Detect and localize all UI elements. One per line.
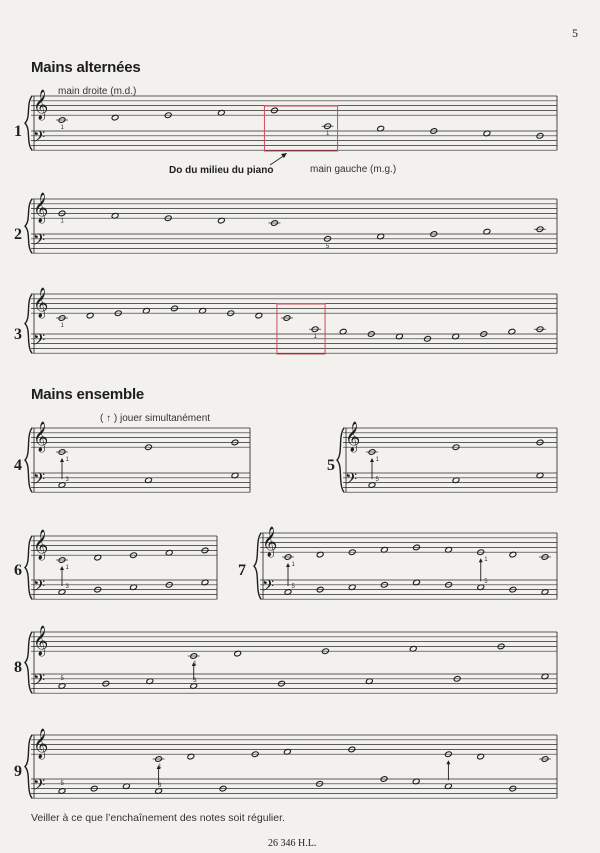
fingering-number: 1 <box>65 565 69 571</box>
fingering-number: 5 <box>60 676 64 682</box>
fingering-number: 3 <box>65 477 69 483</box>
footer-code: 26 346 H.L. <box>268 838 317 849</box>
fingering-number: 5 <box>375 477 379 483</box>
bass-clef-icon: 𝄢 <box>33 671 46 693</box>
fingering-number: 5 <box>60 781 64 787</box>
arrow-head-icon <box>370 458 374 462</box>
fingering-number: 3 <box>158 783 162 789</box>
system-2 <box>14 192 557 253</box>
fingering-number: 1 <box>484 557 488 564</box>
treble-clef-icon: 𝄞 <box>33 530 49 560</box>
fingering-number: 1 <box>193 661 197 667</box>
fingering-number: 1 <box>60 125 64 131</box>
treble-clef-icon: 𝄞 <box>33 288 49 318</box>
brace <box>25 96 32 150</box>
system-number: 7 <box>238 562 246 579</box>
fingering-number: 3 <box>193 678 197 684</box>
bass-clef-icon: 𝄢 <box>262 577 275 599</box>
footer-note: Veiller à ce que l’enchaînement des notes soit régulier. <box>31 812 285 824</box>
treble-clef-icon: 𝄞 <box>262 527 278 557</box>
fingering-number: 1 <box>291 562 295 568</box>
fingering-number: 1 <box>60 323 64 329</box>
bass-clef-icon: 𝄢 <box>345 470 358 492</box>
bass-clef-icon: 𝄢 <box>33 231 46 253</box>
system-number: 9 <box>14 763 22 780</box>
bass-clef-icon: 𝄢 <box>33 776 46 798</box>
system-5 <box>327 421 557 492</box>
arrow-head-icon <box>60 458 64 462</box>
system-8 <box>14 625 557 693</box>
system-number: 3 <box>14 326 22 343</box>
annotation-main-droite: main droite (m.d.) <box>58 86 137 97</box>
fingering-number: 1 <box>158 764 162 770</box>
brace <box>25 536 32 599</box>
system-3 <box>14 287 557 354</box>
treble-clef-icon: 𝄞 <box>345 422 361 452</box>
fingering-number: 1 <box>326 131 330 138</box>
annotation-main-gauche: main gauche (m.g.) <box>310 164 397 175</box>
fingering-number: 5 <box>484 579 488 586</box>
system-7 <box>238 526 557 599</box>
treble-clef-icon: 𝄞 <box>33 90 49 120</box>
system-6 <box>14 529 217 599</box>
treble-clef-icon: 𝄞 <box>33 193 49 223</box>
system-4 <box>14 421 250 492</box>
brace <box>337 428 344 492</box>
bass-clef-icon: 𝄢 <box>33 128 46 150</box>
brace <box>25 632 32 693</box>
system-number: 1 <box>14 123 22 140</box>
fingering-number: 1 <box>60 218 64 225</box>
section-title-alternees: Mains alternées <box>31 59 141 76</box>
fingering-number: 5 <box>291 584 295 590</box>
pointer-line <box>270 155 285 165</box>
bass-clef-icon: 𝄢 <box>33 577 46 599</box>
brace <box>25 199 32 253</box>
page-number: 5 <box>572 26 578 40</box>
bass-clef-icon: 𝄢 <box>33 331 46 353</box>
system-1 <box>14 89 557 151</box>
brace <box>254 533 261 599</box>
fingering-number: 5 <box>326 243 330 250</box>
fingering-number: 1 <box>313 334 317 341</box>
system-number: 8 <box>14 659 22 676</box>
system-number: 4 <box>14 457 22 474</box>
arrow-head-icon <box>286 563 290 567</box>
system-number: 5 <box>327 457 335 474</box>
section-title-ensemble: Mains ensemble <box>31 386 145 403</box>
treble-clef-icon: 𝄞 <box>33 729 49 759</box>
system-9 <box>14 728 557 798</box>
brace <box>25 294 32 353</box>
bass-clef-icon: 𝄢 <box>33 470 46 492</box>
brace <box>25 428 32 492</box>
arrow-head-icon <box>60 566 64 570</box>
treble-clef-icon: 𝄞 <box>33 422 49 452</box>
arrow-head-icon <box>446 760 450 764</box>
fingering-number: 3 <box>65 584 69 590</box>
brace <box>25 735 32 798</box>
fingering-number: 1 <box>375 457 379 463</box>
annotation-do-milieu: Do du milieu du piano <box>169 165 274 176</box>
arrow-head-icon <box>479 558 483 562</box>
system-number: 2 <box>14 226 22 243</box>
fingering-number: 1 <box>65 457 69 463</box>
annotation-jouer-simultanement: ( ↑ ) jouer simultanément <box>100 413 211 424</box>
system-number: 6 <box>14 562 22 579</box>
treble-clef-icon: 𝄞 <box>33 626 49 656</box>
